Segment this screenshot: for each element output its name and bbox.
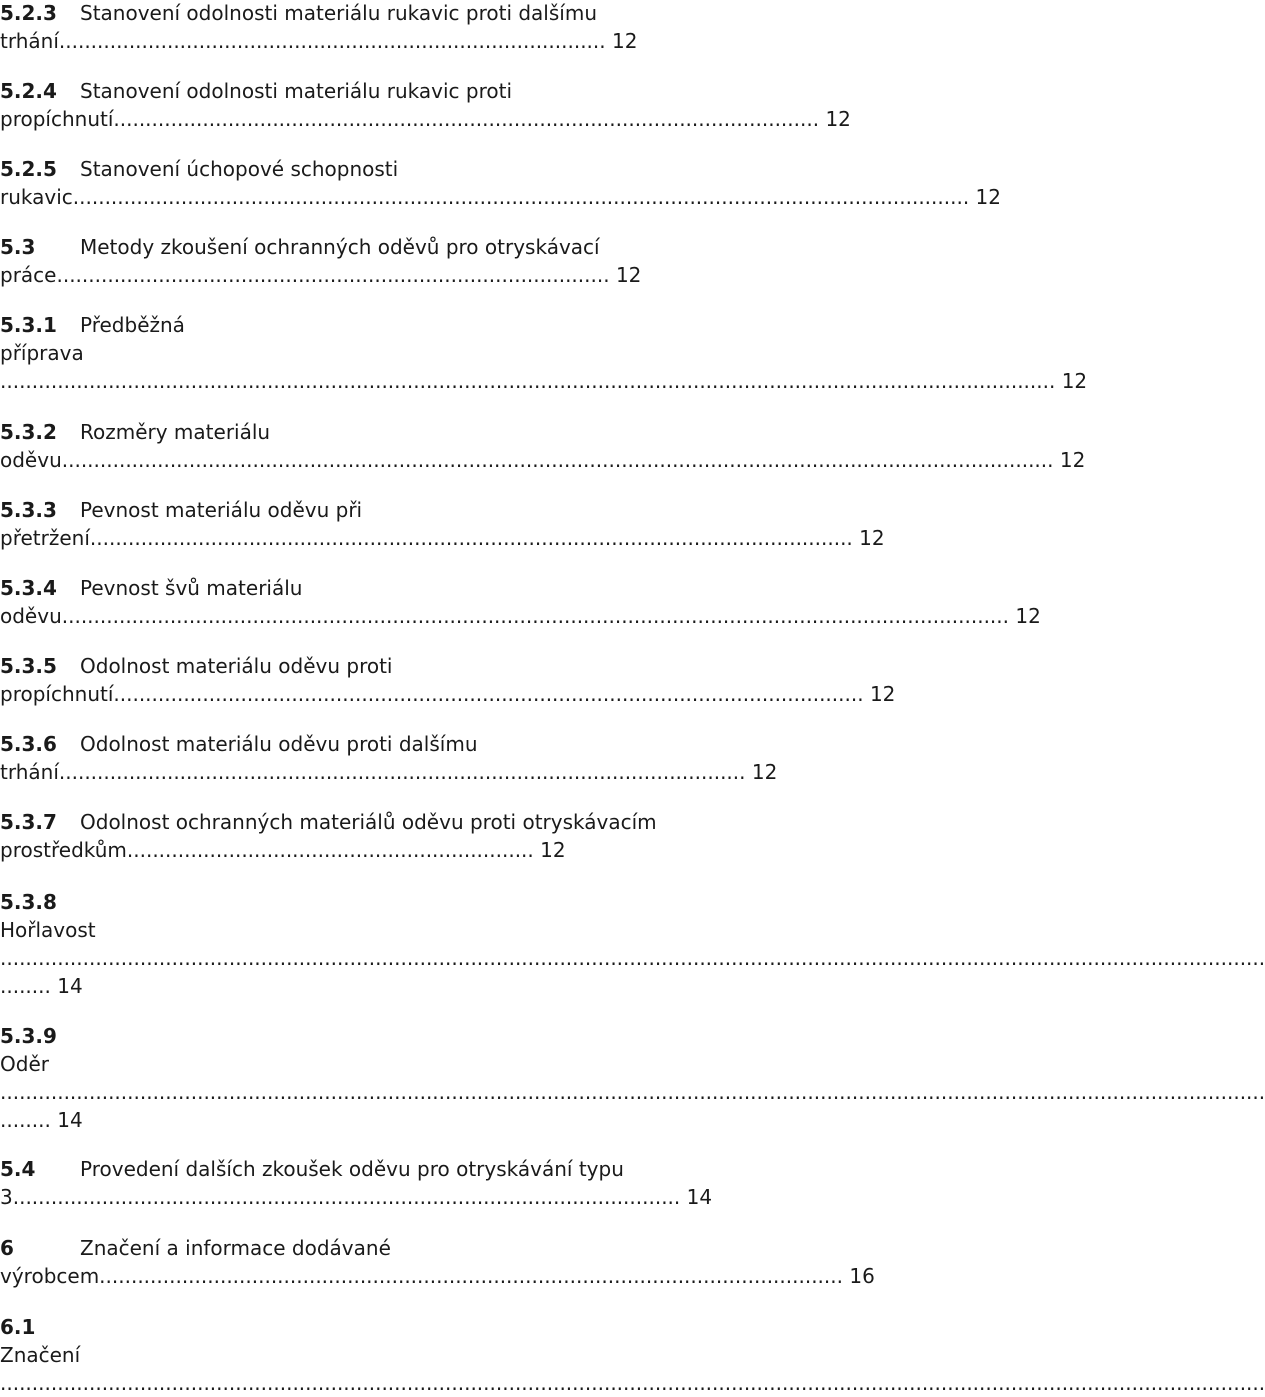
toc-page-number: 12	[612, 29, 638, 53]
toc-entry-5-3-7[interactable]	[0, 808, 960, 864]
toc-leader: ........................................................................................................................	[89, 526, 853, 550]
toc-leader: .........................................................................................................	[12, 1185, 681, 1209]
toc-page-number: 12	[1015, 604, 1041, 628]
toc-title-cont: příprava	[0, 341, 84, 365]
toc-entry-5-3[interactable]	[0, 233, 960, 289]
toc-page-number: 14	[686, 1185, 713, 1209]
toc-title-cont: oděvu	[0, 604, 62, 628]
toc-number: 5.3.8	[0, 890, 57, 914]
toc-entry-5-3-1[interactable]	[0, 311, 1088, 395]
toc-number: 5.3.9	[0, 1024, 57, 1048]
toc-entry-5-3-5[interactable]	[0, 652, 960, 708]
toc-leader: ............................................................................................................................................................	[61, 448, 1054, 472]
toc-page-number: 14	[57, 1108, 83, 1132]
toc-page-number: 12	[975, 185, 1001, 209]
toc-leader: ................................................................	[126, 838, 534, 862]
toc-entry-5-2-4[interactable]	[0, 77, 960, 133]
toc-page-number: 12	[859, 526, 885, 550]
toc-title-cont: rukavic	[0, 185, 73, 209]
toc-entry-5-3-9[interactable]	[0, 1022, 1265, 1134]
toc-leader: .......................................................................................................................................................................................................	[0, 1371, 1265, 1395]
toc-leader: .......................................................................................................................................................................................................	[0, 1080, 1265, 1104]
toc-title: Značení a informace dodávané	[80, 1236, 391, 1260]
toc-leader: .....................................................................................................................	[99, 1264, 843, 1288]
toc-entry-5-2-3[interactable]	[0, 0, 960, 55]
toc-number: 5.3.4	[0, 576, 57, 600]
toc-leader: ......................................................................................................................................................................	[0, 369, 1056, 393]
toc-title: Odolnost materiálu oděvu proti dalšímu	[80, 732, 478, 756]
toc-title-cont: trhání	[0, 29, 59, 53]
toc-title-cont: trhání	[0, 760, 59, 784]
toc-title-cont: propíchnutí	[0, 107, 114, 131]
toc-entry-5-3-2[interactable]	[0, 418, 1086, 474]
toc-title: Provedení dalších zkoušek oděvu pro otryskávání typu	[80, 1157, 624, 1181]
toc-title: Stanovení odolnosti materiálu rukavic proti dalšímu	[80, 1, 598, 25]
toc-title: Pevnost švů materiálu	[80, 576, 303, 600]
toc-leader: ......................................................................................................................	[113, 682, 864, 706]
toc-title: Značení	[0, 1343, 81, 1367]
toc-title-cont: práce	[0, 263, 57, 287]
toc-entry-5-2-5[interactable]	[0, 155, 1001, 211]
toc-page-number: 12	[1061, 369, 1088, 393]
toc-leader: .....................................................................................................................................................	[61, 604, 1010, 628]
toc-title: Metody zkoušení ochranných oděvů pro otryskávací	[80, 235, 600, 259]
toc-entry-6[interactable]	[0, 1234, 960, 1290]
toc-number: 6	[0, 1236, 14, 1260]
toc-number: 5.2.4	[0, 79, 57, 103]
toc-number: 5.3.7	[0, 810, 57, 834]
toc-page-number: 12	[869, 682, 896, 706]
toc-page-number: 16	[849, 1264, 875, 1288]
toc-number: 5.3.6	[0, 732, 57, 756]
toc-number: 5.3.2	[0, 420, 57, 444]
toc-page-number: 12	[540, 838, 566, 862]
toc-leader: ...............................................................................................................	[113, 107, 820, 131]
toc-title: Předběžná	[80, 313, 185, 337]
toc-leader-tail: ........	[0, 1108, 51, 1132]
toc-page-number: 12	[751, 760, 778, 784]
toc-number: 5.3.5	[0, 654, 57, 678]
toc-page-number: 12	[825, 107, 851, 131]
toc-title: Stanovení odolnosti materiálu rukavic proti	[80, 79, 513, 103]
toc-leader: .............................................................................................................................................	[72, 185, 970, 209]
toc-title-cont: propíchnutí	[0, 682, 114, 706]
toc-title-cont: prostředkům	[0, 838, 127, 862]
toc-title-cont: přetržení	[0, 526, 90, 550]
toc-title: Rozměry materiálu	[80, 420, 271, 444]
toc-title: Stanovení úchopové schopnosti	[80, 157, 399, 181]
toc-title: Odolnost ochranných materiálů oděvu proti otryskávacím	[80, 810, 657, 834]
toc-entry-5-3-8[interactable]	[0, 888, 1265, 1000]
toc-entry-5-3-6[interactable]	[0, 730, 960, 786]
toc-entry-6-1[interactable]	[0, 1313, 1265, 1397]
toc-leader: .......................................................................................................................................................................................................	[0, 946, 1265, 970]
toc-entry-5-3-4[interactable]	[0, 574, 1041, 630]
toc-title: Hořlavost	[0, 918, 96, 942]
toc-page-number: 14	[57, 974, 83, 998]
toc-leader-tail: ........	[0, 974, 51, 998]
toc-title-cont: 3	[0, 1185, 13, 1209]
toc-number: 5.4	[0, 1157, 36, 1181]
toc-number: 6.1	[0, 1315, 36, 1339]
toc-number: 5.2.5	[0, 157, 57, 181]
toc-number: 5.2.3	[0, 1, 57, 25]
toc-page-number: 12	[1059, 448, 1086, 472]
toc-leader: ......................................................................................	[58, 29, 606, 53]
toc-leader: .......................................................................................	[56, 263, 610, 287]
toc-number: 5.3.1	[0, 313, 57, 337]
toc-number: 5.3.3	[0, 498, 57, 522]
toc-title-cont: výrobcem	[0, 1264, 100, 1288]
toc-number: 5.3	[0, 235, 36, 259]
toc-title-cont: oděvu	[0, 448, 62, 472]
toc-page-number: 12	[615, 263, 642, 287]
toc-entry-5-3-3[interactable]	[0, 496, 960, 552]
toc-leader: ............................................................................................................	[58, 760, 746, 784]
toc-title: Pevnost materiálu oděvu při	[80, 498, 363, 522]
toc-title: Oděr	[0, 1052, 49, 1076]
toc-title: Odolnost materiálu oděvu proti	[80, 654, 393, 678]
toc-entry-5-4[interactable]	[0, 1155, 960, 1211]
